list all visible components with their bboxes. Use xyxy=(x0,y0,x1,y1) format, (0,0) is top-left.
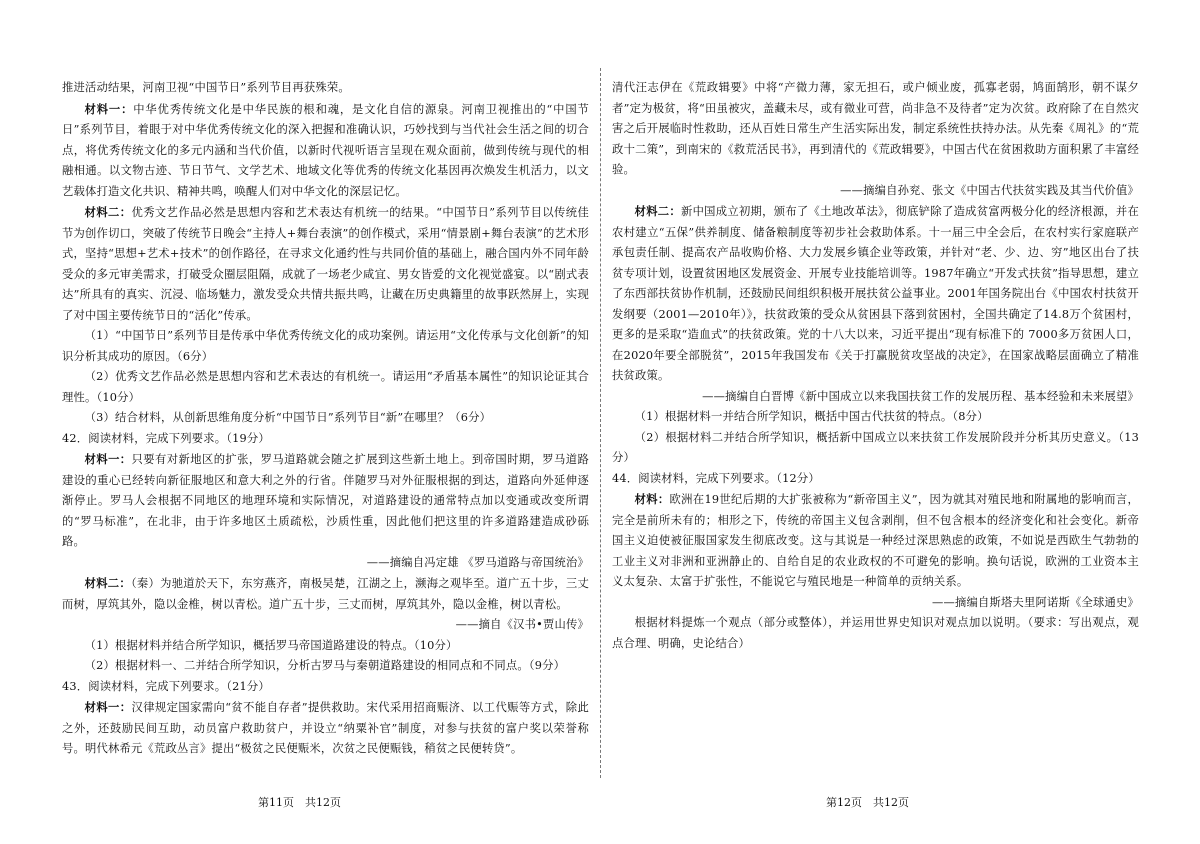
paragraph-text: （1）根据材料一并结合所学知识，概括中国古代扶贫的特点。（8分） xyxy=(634,410,989,423)
paragraph-text: （1）根据材料并结合所学知识，概括罗马帝国道路建设的特点。（10分） xyxy=(84,638,458,652)
material-label: 材料二： xyxy=(84,205,132,219)
material-label: 材料二： xyxy=(84,576,131,590)
paragraph-text: 只要有对新地区的扩张，罗马道路就会随之扩展到这些新土地上。到帝国时期，罗马道路建设的重心已经转向新征服地区和意大利之外的行省。伴随罗马对外征服根据的到达，道路向外延伸逐渐停止。罗马人会根据不同地区的地理环境和实际情况，对道路建设的通常特点加以变通或改变所谓的“罗马标准”，在北非，由于许多地区土质疏松，沙质性重，因此他们把这里的许多道路建造成砂砾路。 xyxy=(62,453,589,548)
text-paragraph xyxy=(612,78,1139,181)
text-paragraph xyxy=(612,613,1139,654)
source-citation xyxy=(612,593,1139,614)
material-paragraph xyxy=(612,489,1139,593)
paragraph-text: 清代汪志伊在《荒政辑要》中将“产微力薄，家无担石，或户倾业废，孤寡老弱，鸠面鹄形，朝不谋夕者”定为极贫，将“田虽被灾，盖藏未尽，或有微业可营，尚非急不及待者”定为次贫。政府除了在自然灾害之后开展临时性救助，还从百姓日常生产生活实际出发，制定系统性扶持办法。从先秦《周礼》的“荒政十二策”，到南宋的《救荒活民书》，再到清代的《荒政辑要》，中国古代在贫困救助方面积累了丰富经验。 xyxy=(612,81,1139,176)
paragraph-text: 新中国成立初期，颁布了《土地改革法》，彻底铲除了造成贫富两极分化的经济根源，并在农村建立“五保”供养制度、储备粮制度等初步社会救助体系。十一届三中全会后，在农村实行家庭联产承包责任制、提高农产品收购价格、大力发展乡镇企业等政策，并针对“老、少、边、穷”地区出台了扶贫专项计划，设置贫困地区发展资金、开展专业技能培训等。1987年确立“开发式扶贫”指导思想，建立了东西部扶贫协作机制，还鼓励民间组织积极开展扶贫公益事业。2001年国务院出台《中国农村扶贫开发纲要（2001—2010年）》，扶贫政策的受众从贫困县下落到贫困村，全国共确定了14.8万个贫困村，更多的是采取“造血式”的扶贫政策。党的十八大以来，习近平提出“现有标准下的 7000多万贫困人口，在2020年要全部脱贫”，2015年我国发布《关于打赢脱贫攻坚战的决定》，在国家战略层面确立了精准扶贫政策。 xyxy=(612,205,1139,382)
text-paragraph xyxy=(62,367,589,408)
paragraph-text: （2）根据材料一、二并结合所学知识，分析古罗马与秦朝道路建设的相同点和不同点。（9分） xyxy=(84,659,566,672)
paragraph-text: （秦）为驰道於天下，东穷燕齐，南极吴楚，江湖之上，濒海之观毕至。道广五十步，三丈而树，厚筑其外，隐以金椎，树以青松。道广五十步，三丈而树，厚筑其外，隐以金椎，树以青松。 xyxy=(62,577,589,611)
text-paragraph xyxy=(612,407,1139,428)
paragraph-text: 汉律规定国家需向“贫不能自存者”提供救助。宋代采用招商赈济、以工代赈等方式，除此之外，还鼓励民间互助，动员富户救助贫户，并设立“纳粟补官”制度，对参与扶贫的富户奖以荣誉称号。明代林希元《荒政丛言》提出“极贫之民便赈米，次贫之民便赈钱，稍贫之民便转贷”。 xyxy=(62,701,589,755)
text-paragraph xyxy=(62,78,589,99)
source-citation xyxy=(612,387,1139,408)
material-paragraph xyxy=(612,201,1139,387)
material-label: 材料一： xyxy=(84,700,132,714)
text-paragraph xyxy=(612,469,1139,490)
source-citation xyxy=(62,553,589,574)
text-paragraph xyxy=(62,429,589,450)
material-paragraph xyxy=(62,697,589,760)
paragraph-text: 根据材料提炼一个观点（部分或整体），并运用世界史知识对观点加以说明。（要求：写出观点，观点合理、明确，史论结合） xyxy=(612,616,1139,650)
paragraph-text: ——摘自《汉书•贾山传》 xyxy=(455,618,589,631)
paragraph-text: ——摘编自冯定雄 《罗马道路与帝国统治》 xyxy=(366,555,589,569)
paragraph-text: ——摘编自斯塔夫里阿诺斯《全球通史》 xyxy=(932,595,1139,609)
paragraph-text: 42．阅读材料，完成下列要求。（19分） xyxy=(62,431,270,445)
paragraph-text: 44．阅读材料，完成下列要求。（12分） xyxy=(612,471,820,485)
paragraph-text: 推进活动结果，河南卫视“中国节日”系列节目再获殊荣。 xyxy=(62,81,350,94)
text-paragraph xyxy=(62,677,589,698)
text-paragraph xyxy=(62,326,589,367)
material-label: 材料： xyxy=(634,492,670,506)
text-paragraph xyxy=(612,428,1139,469)
text-paragraph xyxy=(62,636,589,657)
source-citation xyxy=(612,181,1139,202)
paragraph-text: （1）“中国节日”系列节目是传承中华优秀传统文化的成功案例。请运用“文化传承与文化创新”的知识分析其成功的原因。（6分） xyxy=(62,329,589,363)
material-paragraph xyxy=(62,573,589,615)
paragraph-text: 43．阅读材料，完成下列要求。（21分） xyxy=(62,679,270,693)
paragraph-text: 欧洲在19世纪后期的大扩张被称为“新帝国主义”，因为就其对殖民地和附属地的影响而言，完全是前所未有的；相形之下，传统的帝国主义包含剥削，但不包含根本的经济变化和社会变化。新帝国主义迫使被征服国家发生彻底改变。这与其说是一种经过深思熟虑的政策，不如说是西欧生气勃勃的工业主义对非洲和亚洲静止的、自给自足的农业政权的不可避免的影响。换句话说，欧洲的工业资本主义太复杂、太富于扩张性，不能说它与殖民地是一种简单的贡纳关系。 xyxy=(612,493,1139,588)
paragraph-text: ——摘编自白晋博《新中国成立以来我国扶贫工作的发展历程、基本经验和未来展望》 xyxy=(702,389,1139,403)
paragraph-text: 中华优秀传统文化是中华民族的根和魂，是文化自信的源泉。河南卫视推出的“中国节日”系列节目，着眼于对中华优秀传统文化的深入把握和准确认识，巧妙找到与当代社会生活之间的切合点，将优秀传统文化的多元内涵和当代价值，以新时代视听语言呈现在观众面前，做到传统与现代的相融相通。以文物古迹、节日节气、文学艺术、地域文化等优秀的传统文化基因再次焕发生机活力，以文艺载体打造文化共识、精神共鸣，唤醒人们对中华文化的深层记忆。 xyxy=(62,102,589,198)
page-number-right: 第12页 共12页 xyxy=(826,796,909,809)
paragraph-text: ——摘编自孙兖、张文《中国古代扶贫实践及其当代价值》 xyxy=(840,183,1139,197)
material-paragraph xyxy=(62,99,589,203)
material-label: 材料二： xyxy=(634,204,681,218)
material-label: 材料一： xyxy=(84,101,134,116)
paragraph-text: （3）结合材料，从创新思维角度分析“中国节日”系列节目“新”在哪里？（6分） xyxy=(84,411,492,424)
material-paragraph xyxy=(62,449,589,553)
text-paragraph xyxy=(62,408,589,429)
paragraph-text: 优秀文艺作品必然是思想内容和艺术表达有机统一的结果。“中国节日”系列节目以传统佳节为创作切口，突破了传统节日晚会“主持人+舞台表演”的创作模式，采用“情景剧+舞台表演”的艺术形式，坚持“思想+艺术+技术”的创作路径，在寻求文化通约性与共同价值的基础上，融合国内外不同年龄受众的多元审美需求，打破受众圈层阻隔，成就了一场老少咸宜、男女皆爱的文化视觉盛宴。以“剧式表达”所具有的真实、沉浸、临场魅力，激发受众共情共振共鸣，让藏在历史典籍里的故事跃然屏上，实现了对中国主要传统节日的“活化”传承。 xyxy=(62,206,589,322)
source-citation xyxy=(62,615,589,636)
paragraph-text: （2）根据材料二并结合所学知识，概括新中国成立以来扶贫工作发展阶段并分析其历史意义。（13分） xyxy=(612,430,1139,464)
left-page-column xyxy=(62,78,589,760)
page-divider xyxy=(600,68,601,778)
paragraph-text: （2）优秀文艺作品必然是思想内容和艺术表达的有机统一。请运用“矛盾基本属性”的知识论证其合理性。（10分） xyxy=(62,370,589,404)
material-label: 材料一： xyxy=(84,452,132,466)
page-number-left: 第11页 共12页 xyxy=(258,796,341,809)
material-paragraph xyxy=(62,202,589,326)
text-paragraph xyxy=(62,656,589,677)
right-page-column xyxy=(612,78,1139,654)
